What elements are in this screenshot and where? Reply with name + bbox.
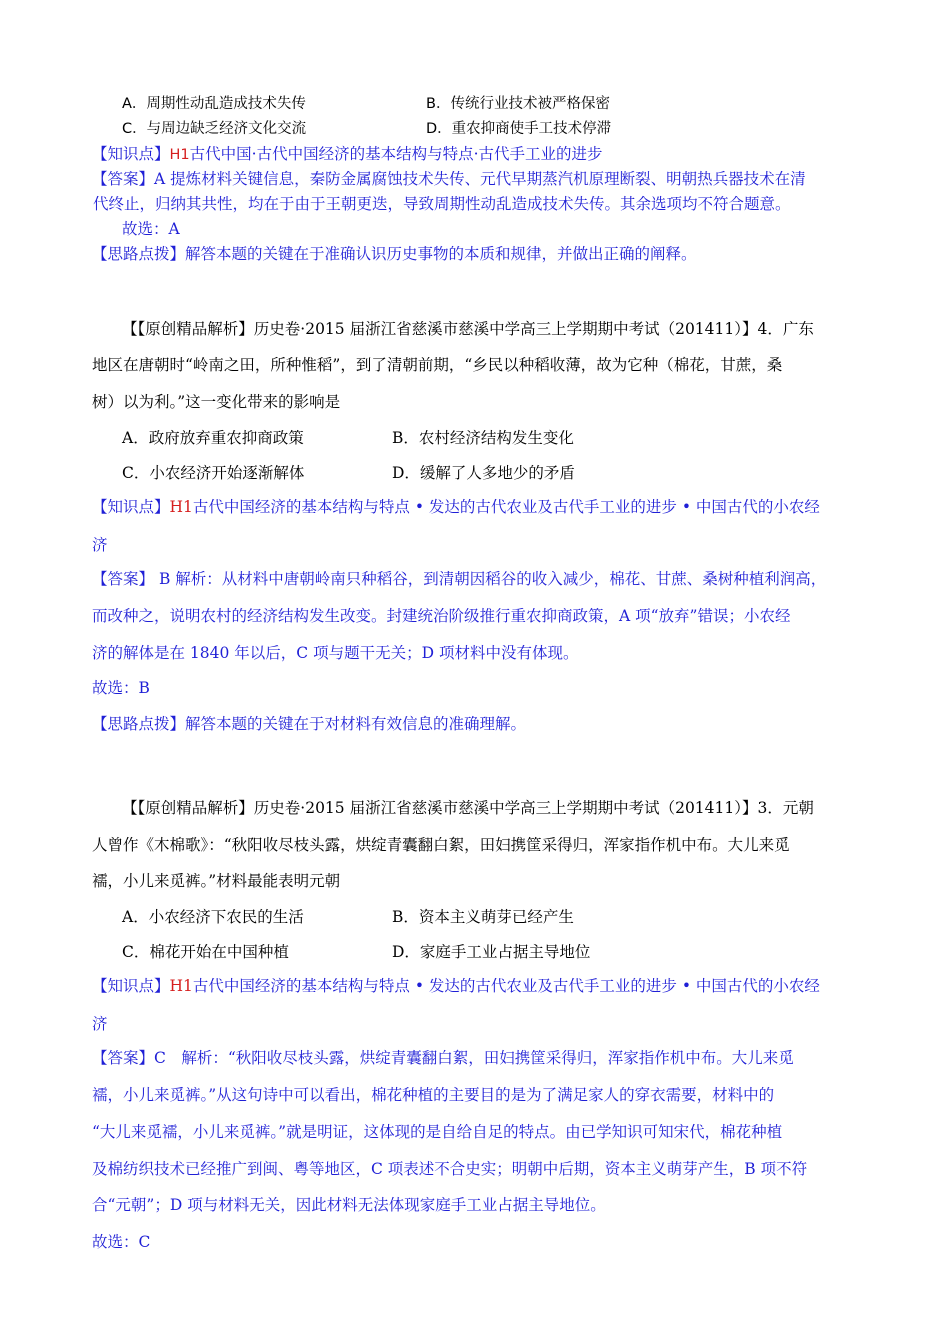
option-d: D．家庭手工业占据主导地位 [392,943,591,961]
knowledge-text: 古代中国经济的基本结构与特点 • 发达的古代农业及古代手工业的进步 • 中国古代的小农经 [192,977,820,995]
answer-line: “大儿来觅襦，小儿来觅裤。”就是明证，这体现的是自给自足的特点。由已学知识可知宋代，棉花种植 [92,1123,783,1141]
tip-text: 解答本题的关键在于对材料有效信息的准确理解。 [185,715,527,733]
knowledge-label: 【知识点】 [92,977,170,995]
header-bracket: 【 [122,799,138,817]
answer-line: 襦，小儿来觅裤。”从这句诗中可以看出，棉花种植的主要目的是为了满足家人的穿衣需要，材料中的 [92,1086,775,1104]
answer-line: 济的解体是在 1840 年以后，C 项与题干无关；D 项材料中没有体现。 [92,644,579,662]
question-stem: 地区在唐朝时“岭南之田，所种惟稻”，到了清朝前期，“乡民以种稻收薄，故为它种（棉花，甘蔗，桑 [92,356,783,374]
answer-line [92,568,826,590]
header-close: 】3．元朝 [742,799,814,817]
knowledge-text: 古代中国·古代中国经济的基本结构与特点·古代手工业的进步 [189,145,603,163]
answer-line: 及棉纺织技术已经推广到闽、粤等地区，C 项表述不合史实；明朝中后期，资本主义萌芽产生，B 项不符 [92,1160,808,1178]
option-c: C．棉花开始在中国种植 [122,943,289,961]
header-source: 历史卷·2015 届浙江省慈溪市慈溪中学高三上学期期中考试（201411） [253,320,743,338]
header-tag: 【原创精品解析】 [137,799,254,817]
option-c: C．小农经济开始逐渐解体 [122,464,305,482]
answer-text: C 解析：“秋阳收尽枝头露，烘绽青囊翻白絮，田妇携筐采得归，浑家指作机中布。大儿来觅 [154,1049,794,1067]
question-header [122,797,814,819]
question-stem: 襦，小儿来觅裤。”材料最能表明元朝 [92,872,341,890]
answer-choice: 故选：B [92,679,150,697]
knowledge-point [92,143,603,166]
knowledge-label: 【知识点】 [92,498,170,516]
tip-line [92,243,697,265]
answer-choice: 故选：A [122,220,180,238]
knowledge-label: 【知识点】 [92,145,170,163]
answer-line: 而改种之，说明农村的经济结构发生改变。封建统治阶级推行重农抑商政策，A 项“放弃”错误；小农经 [92,607,791,625]
answer-choice: 故选：C [92,1233,151,1251]
option-b: B．资本主义萌芽已经产生 [392,908,574,926]
option-d: D．重农抑商使手工技术停滞 [426,121,612,137]
tip-label: 【思路点拨】 [92,715,186,733]
answer-line [92,168,806,190]
tip-text: 解答本题的关键在于准确认识历史事物的本质和规律，并做出正确的阐释。 [185,245,697,263]
header-tag: 【原创精品解析】 [137,320,254,338]
knowledge-text: 济 [92,1015,108,1033]
option-a: A．政府放弃重农抑商政策 [122,429,304,447]
question-header [122,318,814,340]
knowledge-text: 济 [92,536,108,554]
answer-label: 【答案】 [92,1049,155,1067]
answer-label: 【答案】 [92,170,155,188]
header-bracket: 【 [122,320,138,338]
tip-line [92,713,526,735]
question-stem: 树）以为利。”这一变化带来的影响是 [92,393,341,411]
option-b: B．传统行业技术被严格保密 [426,96,610,112]
option-d: D．缓解了人多地少的矛盾 [392,464,575,482]
knowledge-code: H1 [169,147,190,163]
knowledge-point [92,975,820,997]
option-c: C．与周边缺乏经济文化交流 [122,121,307,137]
knowledge-code: H1 [169,498,193,516]
answer-line: 合“元朝”；D 项与材料无关，因此材料无法体现家庭手工业占据主导地位。 [92,1196,606,1214]
header-source: 历史卷·2015 届浙江省慈溪市慈溪中学高三上学期期中考试（201411） [253,799,743,817]
answer-text: A 提炼材料关键信息，秦防金属腐蚀技术失传、元代早期蒸汽机原理断裂、明朝热兵器技术在清 [154,170,806,188]
option-b: B．农村经济结构发生变化 [392,429,574,447]
answer-line: 代终止，归纳其共性，均在于由于王朝更迭，导致周期性动乱造成技术失传。其余选项均不符合题意。 [93,195,791,213]
knowledge-point [92,496,820,518]
knowledge-text: 古代中国经济的基本结构与特点 • 发达的古代农业及古代手工业的进步 • 中国古代的小农经 [192,498,820,516]
option-a: A．小农经济下农民的生活 [122,908,304,926]
answer-label: 【答案】 [92,570,155,588]
tip-label: 【思路点拨】 [92,245,186,263]
answer-line [92,1047,794,1069]
option-a: A．周期性动乱造成技术失传 [122,96,306,112]
knowledge-code: H1 [169,977,193,995]
answer-text: B 解析：从材料中唐朝岭南只种稻谷，到清朝因稻谷的收入减少，棉花、甘蔗、桑树种植利润高， [154,570,827,588]
header-close: 】4．广东 [742,320,814,338]
question-stem: 人曾作《木棉歌》：“秋阳收尽枝头露，烘绽青囊翻白絮，田妇携筐采得归，浑家指作机中布。大儿来觅 [92,836,790,854]
